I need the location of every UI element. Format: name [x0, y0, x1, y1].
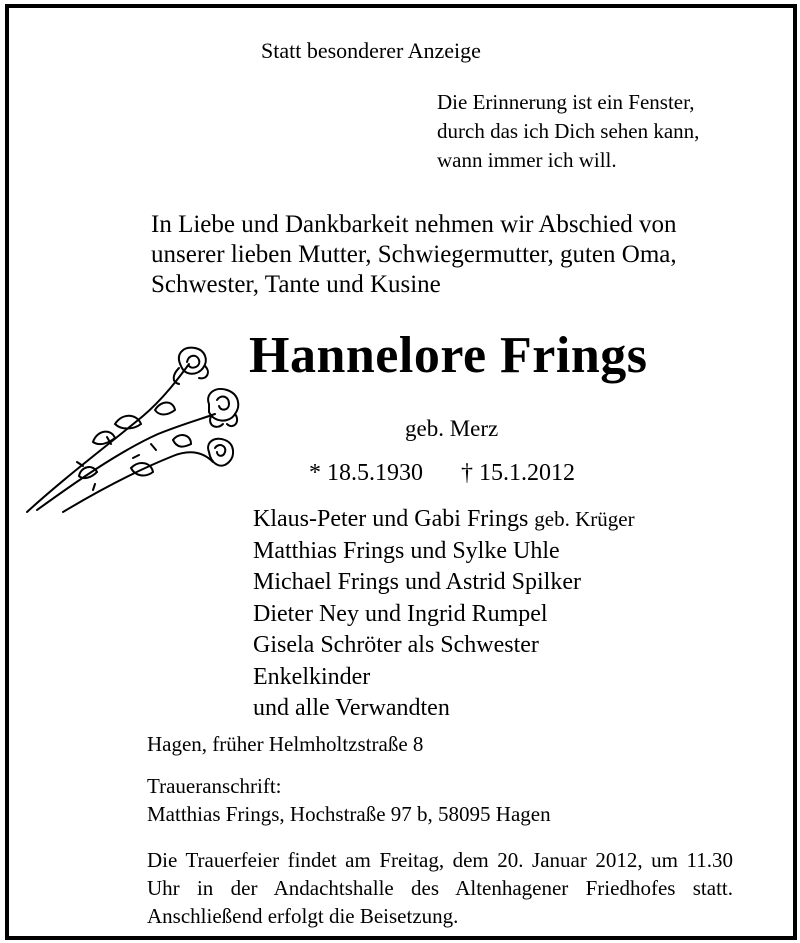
roses-illustration-icon — [23, 344, 243, 524]
mourners-list — [253, 504, 635, 725]
intro-line: Schwester, Tante und Kusine — [151, 271, 441, 298]
mourner-line — [253, 504, 635, 536]
obituary-notice — [5, 4, 797, 940]
mourner-name: Klaus-Peter und Gabi Frings — [253, 506, 529, 532]
intro-line: unserer lieben Mutter, Schwiegermutter, guten Oma, — [151, 241, 677, 268]
mourner-line: Michael Frings und Astrid Spilker — [253, 569, 581, 595]
mourner-line: Matthias Frings und Sylke Uhle — [253, 537, 560, 564]
funeral-details: Die Trauerfeier findet am Freitag, dem 20. Januar 2012, um 11.30 Uhr in der Andachtshalle des Altenhagener Friedhofes statt. Anschließend erfolgt die Beisetzung. — [147, 848, 733, 928]
motto-line: Die Erinnerung ist ein Fenster, — [437, 90, 695, 114]
intro-text — [151, 210, 677, 300]
motto-quote — [437, 88, 699, 175]
mourning-address — [147, 772, 551, 828]
mourning-address-label: Traueranschrift: — [147, 774, 282, 798]
mourning-address-value: Matthias Frings, Hochstraße 97 b, 58095 Hagen — [147, 802, 551, 826]
maiden-name: geb. Merz — [405, 416, 499, 441]
life-dates — [309, 460, 575, 487]
intro-line: In Liebe und Dankbarkeit nehmen wir Abschied von — [151, 211, 677, 238]
death-date: † 15.1.2012 — [461, 460, 575, 486]
motto-line: durch das ich Dich sehen kann, — [437, 119, 700, 143]
birth-date: * 18.5.1930 — [309, 460, 423, 486]
mourner-note: geb. Krüger — [534, 507, 635, 531]
mourner-line: Enkelkinder — [253, 663, 371, 690]
former-address: Hagen, früher Helmholtzstraße 8 — [147, 732, 424, 756]
notice-header: Statt besonderer Anzeige — [261, 38, 481, 63]
mourner-line: Gisela Schröter als Schwester — [253, 632, 539, 658]
mourner-line: Dieter Ney und Ingrid Rumpel — [253, 600, 548, 627]
deceased-name: Hannelore Frings — [249, 327, 648, 384]
motto-line: wann immer ich will. — [437, 148, 617, 172]
mourner-line: und alle Verwandten — [253, 695, 450, 721]
